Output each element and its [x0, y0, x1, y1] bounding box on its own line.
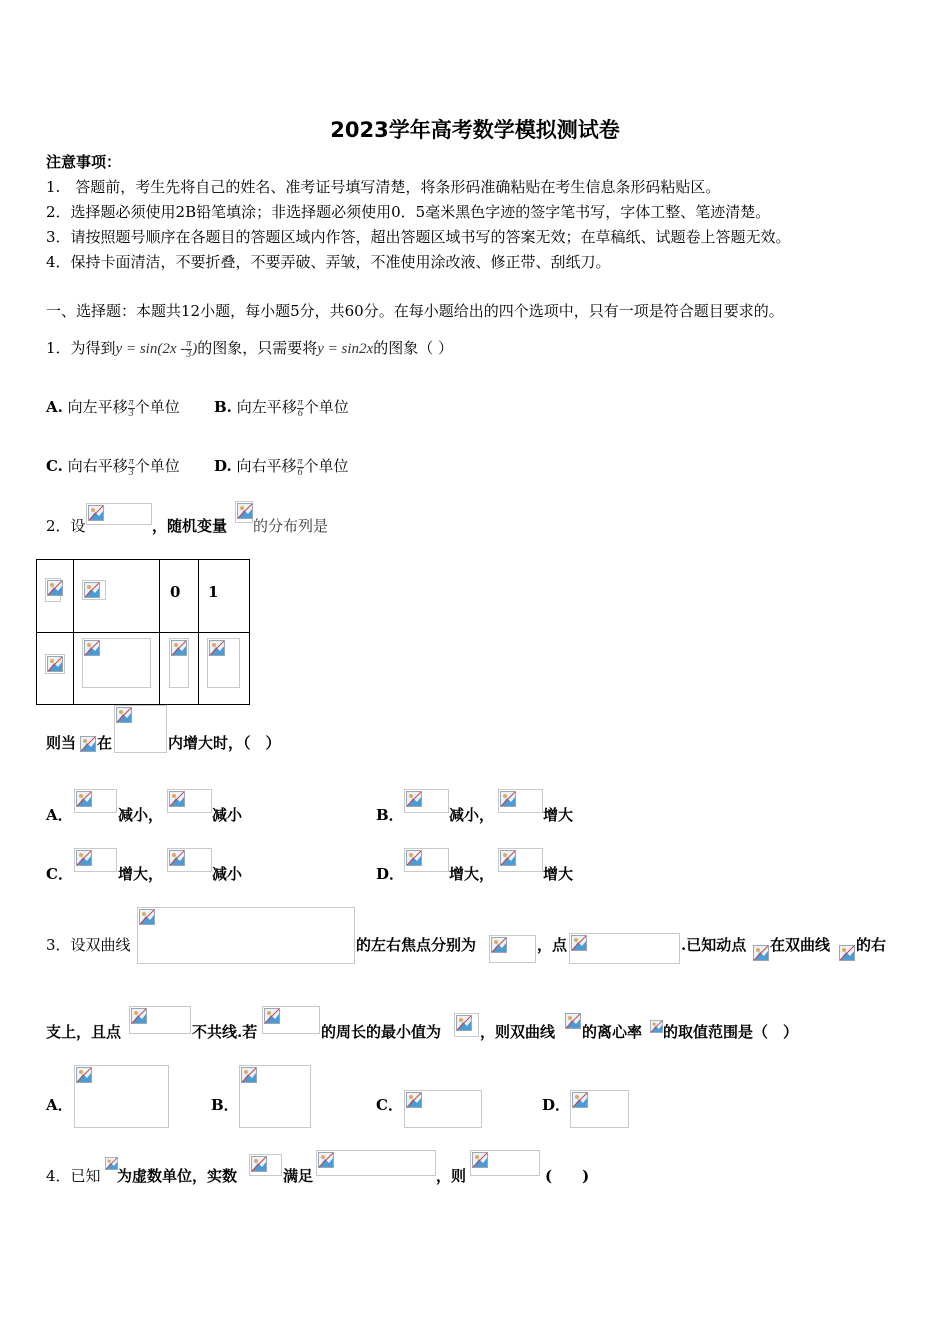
q2-then-pre: 则当 [46, 734, 77, 752]
q3-prefix: 3．设双曲线 [46, 936, 131, 954]
frac-num: π [128, 455, 134, 467]
broken-image-icon [45, 654, 65, 674]
q3-text: 的离心率 [582, 1023, 643, 1041]
broken-image-icon [752, 944, 770, 964]
notice-item: 4．保持卡面清洁，不要折叠，不要弄破、弄皱，不准使用涂改液、修正带、刮纸刀。 [46, 253, 611, 271]
frac-num: π [297, 455, 303, 467]
option-text: 增大 [543, 865, 574, 883]
broken-image-icon [167, 789, 212, 813]
option-text: 向右平移 [236, 457, 297, 475]
q2-then-post: 内增大时，（ ） [168, 734, 281, 752]
table-value: 1 [208, 583, 219, 601]
q3-text: ，点 [537, 936, 568, 954]
q2-mid: ，随机变量 [152, 517, 228, 535]
option-text: 个单位 [134, 398, 180, 416]
option-text: 减小 [212, 865, 243, 883]
frac-den: 6 [297, 407, 303, 419]
frac-num: π [186, 337, 192, 349]
page-title: 2023学年高考数学模拟测试卷 [330, 118, 620, 142]
q1-formula-2: y = sin2x [317, 341, 374, 357]
option-text: 向左平移 [67, 398, 128, 416]
broken-image-icon [498, 789, 543, 813]
frac-num: π [128, 396, 134, 408]
q3-text: 在双曲线 [770, 936, 831, 954]
broken-image-icon [74, 848, 117, 872]
q4-text: 满足 [283, 1167, 314, 1185]
frac-den: 3 [186, 348, 192, 360]
q3-text: 不共线.若 [192, 1023, 258, 1041]
q2-prefix: 2．设 [46, 517, 86, 535]
option-fraction [297, 457, 304, 478]
q4-text: ( ) [545, 1167, 590, 1185]
option-text: 个单位 [303, 457, 349, 475]
option-text: 个单位 [134, 457, 180, 475]
option-text: 增大， [118, 865, 164, 883]
frac-den: 6 [297, 466, 303, 478]
q1-suffix: 的图象（ ） [373, 339, 453, 357]
option-label: B. [214, 398, 232, 416]
broken-image-icon [82, 580, 106, 600]
option-text: 向右平移 [67, 457, 128, 475]
q1-option-c [46, 456, 180, 478]
broken-image-icon [570, 1090, 629, 1128]
frac-num: π [297, 396, 303, 408]
q4-text: 为虚数单位，实数 [117, 1167, 238, 1185]
notice-heading: 注意事项： [46, 153, 122, 171]
q3-text: 的周长的最小值为 [321, 1023, 442, 1041]
q3-text: .已知动点 [681, 936, 747, 954]
broken-image-icon [838, 944, 856, 964]
broken-image-icon [454, 1013, 479, 1037]
q1-option-a [46, 397, 180, 419]
frac-den: 3 [128, 466, 134, 478]
option-text: 向左平移 [236, 398, 297, 416]
q3-text: ，则双曲线 [480, 1023, 556, 1041]
broken-image-icon [82, 638, 151, 688]
broken-image-icon [45, 578, 61, 602]
option-text: 个单位 [303, 398, 349, 416]
broken-image-icon [316, 1150, 436, 1176]
broken-image-icon [235, 501, 253, 523]
broken-image-icon [104, 1156, 118, 1176]
option-fraction [128, 398, 135, 419]
q1-option-b [214, 397, 349, 419]
broken-image-icon [489, 935, 536, 963]
q1-formula-1: y = sin(2x - [115, 341, 186, 357]
option-label: D. [214, 457, 232, 475]
question-1 [46, 338, 453, 360]
broken-image-icon [404, 789, 449, 813]
q3-text: 的取值范围是（ ） [663, 1023, 799, 1041]
q2-suffix: 的分布列是 [253, 517, 329, 535]
broken-image-icon [79, 735, 97, 753]
q4-text: ，则 [436, 1167, 467, 1185]
frac-den: 3 [128, 407, 134, 419]
broken-image-icon [129, 1006, 191, 1034]
table-value: 0 [170, 583, 181, 601]
broken-image-icon [239, 1065, 311, 1128]
option-label: B． [376, 806, 404, 824]
option-fraction [128, 457, 135, 478]
notice-item: 3．请按照题号顺序在各题目的答题区域内作答，超出答题区域书写的答案无效；在草稿纸、试题卷上答题无效。 [46, 228, 791, 246]
q3-line2: 支上，且点 [46, 1023, 122, 1041]
broken-image-icon [249, 1154, 282, 1176]
option-label: C． [46, 865, 73, 883]
q4-prefix: 4．已知 [46, 1167, 101, 1185]
broken-image-icon [167, 848, 212, 872]
broken-image-icon [137, 907, 355, 964]
q2-then-mid: 在 [97, 734, 113, 752]
option-text: 减小， [118, 806, 164, 824]
section-heading: 一、选择题：本题共12小题，每小题5分，共60分。在每小题给出的四个选项中，只有一项是符合题目要求的。 [46, 302, 784, 320]
option-label: A． [46, 806, 73, 824]
option-label: C. [46, 457, 63, 475]
q1-option-d [214, 456, 349, 478]
broken-image-icon [262, 1006, 320, 1034]
broken-image-icon [404, 1090, 482, 1128]
broken-image-icon [86, 503, 152, 525]
broken-image-icon [569, 933, 680, 964]
option-text: 减小 [212, 806, 243, 824]
broken-image-icon [169, 638, 189, 688]
q1-prefix: 1．为得到 [46, 339, 116, 357]
q3-text: 的左右焦点分别为 [356, 936, 477, 954]
q3-text: 的右 [856, 936, 887, 954]
option-label: D． [376, 865, 405, 883]
broken-image-icon [470, 1150, 540, 1176]
broken-image-icon [74, 1065, 169, 1128]
option-text: 增大 [543, 806, 574, 824]
option-text: 减小， [449, 806, 495, 824]
q1-mid: 的图象，只需要将 [197, 339, 318, 357]
broken-image-icon [74, 789, 117, 813]
option-label: B． [211, 1096, 239, 1114]
option-label: C． [376, 1096, 403, 1114]
option-text: 增大， [449, 865, 495, 883]
option-label: D． [542, 1096, 571, 1114]
broken-image-icon [207, 638, 240, 688]
notice-item: 2．选择题必须使用2B铅笔填涂；非选择题必须使用0．5毫米黑色字迹的签字笔书写，字体工整、笔迹清楚。 [46, 203, 771, 221]
q1-paren: ) [192, 341, 198, 357]
broken-image-icon [498, 848, 543, 872]
broken-image-icon [404, 848, 449, 872]
option-label: A． [46, 1096, 73, 1114]
option-label: A. [46, 398, 63, 416]
notice-item: 1. 答题前，考生先将自己的姓名、准考证号填写清楚，将条形码准确粘贴在考生信息条形码粘贴区。 [46, 178, 721, 196]
option-fraction [297, 398, 304, 419]
broken-image-icon [114, 705, 167, 753]
broken-image-icon [564, 1012, 582, 1036]
broken-image-icon [649, 1019, 663, 1035]
